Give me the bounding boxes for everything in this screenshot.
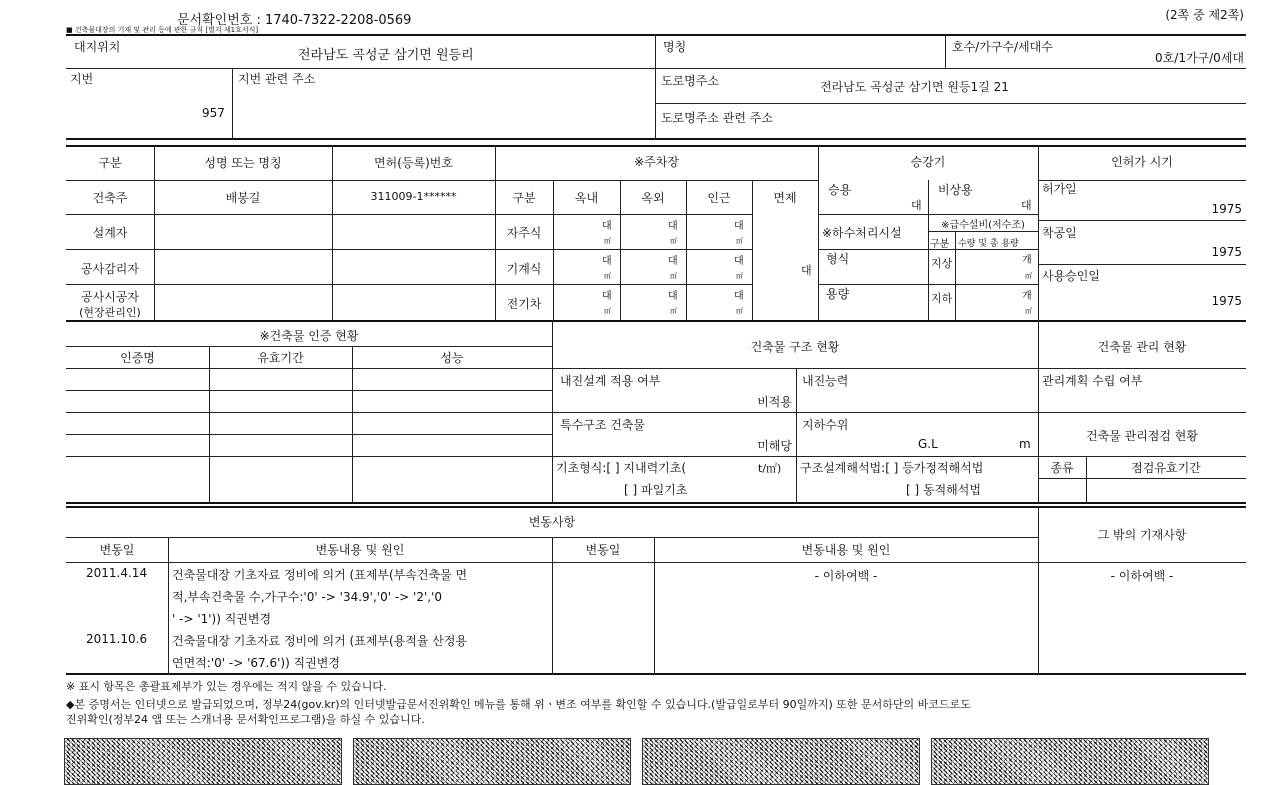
inspection-col-period: 점검유효기간: [1131, 461, 1201, 475]
change-text-line: 건축물대장 기초자료 정비에 의거 (표제부(부속건축물 면: [172, 568, 468, 582]
parking-unit-area: ㎡: [670, 307, 677, 315]
management-title: 건축물 관리 현황: [1097, 340, 1187, 354]
doc-number: 문서확인번호 : 1740-7322-2208-0569: [177, 13, 412, 28]
changes-col-date-2: 변동일: [585, 543, 621, 557]
barcode-image: [64, 738, 342, 785]
page-indicator: (2쪽 중 제2쪽): [1165, 8, 1244, 22]
water-unit-count: 개: [1022, 291, 1032, 302]
permit-date-label: 허가일: [1042, 182, 1077, 196]
designer-label: 설계자: [92, 226, 128, 240]
people-col-category: 구분: [98, 156, 122, 170]
foundation-type-line1: 기초형식:[ ] 지내력기초(: [556, 461, 687, 475]
owner-name: 배봉길: [225, 191, 261, 205]
water-above: 지상: [931, 257, 953, 270]
approval-date-label: 사용승인일: [1042, 269, 1100, 283]
parking-unit-count: 대: [602, 221, 612, 232]
start-date-label: 착공일: [1042, 226, 1077, 240]
barcode-image: [642, 738, 920, 785]
changes-col-content-2: 변동내용 및 원인: [801, 543, 891, 557]
permits-title: 인허가 시기: [1111, 155, 1173, 169]
parking-col-outdoor: 옥외: [641, 191, 665, 205]
changes-col-content: 변동내용 및 원인: [315, 543, 405, 557]
parking-unit-area: ㎡: [736, 307, 743, 315]
water-title: ※급수설비(저수조): [941, 220, 1025, 231]
inspection-col-type: 종류: [1050, 461, 1074, 475]
change-text-line: 적,부속건축물 수,가구수:'0' -> '34.9','0' -> '2','0: [172, 590, 443, 604]
people-col-license: 면허(등록)번호: [374, 156, 453, 170]
change-text-line: 건축물대장 기초자료 정비에 의거 (표제부(용적율 산정용: [172, 634, 468, 648]
groundwater-label: 지하수위: [802, 418, 849, 432]
contractor-label: 공사시공자: [81, 290, 139, 304]
people-col-name: 성명 또는 명칭: [204, 156, 282, 170]
cert-col-period: 유효기간: [257, 351, 304, 365]
changes-col-date: 변동일: [99, 543, 135, 557]
elevator-unit: 대: [911, 199, 922, 212]
sewage-type-label: 형식: [826, 252, 850, 266]
parking-title: ※주차장: [634, 155, 679, 169]
sewage-title: ※하수처리시설: [822, 226, 902, 240]
certification-title: ※건축물 인증 현황: [259, 329, 359, 343]
changes-blank-note: - 이하여백 -: [814, 569, 878, 583]
parking-unit-area: ㎡: [670, 272, 677, 280]
parking-col-indoor: 옥내: [574, 191, 599, 205]
road-label: 도로명주소: [661, 74, 719, 88]
units-value: 0호/1가구/0세대: [1155, 51, 1244, 65]
footer-note-3: 진위확인(정부24 앱 또는 스캐너용 문서확인프로그램)을 하실 수 있습니다.: [66, 713, 425, 726]
parking-unit-area: ㎡: [604, 237, 611, 245]
groundwater-unit: m: [1019, 437, 1031, 451]
parking-row-self: 자주식: [506, 226, 542, 240]
parking-unit-area: ㎡: [736, 272, 743, 280]
cert-col-performance: 성능: [440, 351, 464, 365]
parking-unit-count: 대: [668, 291, 678, 302]
parking-col-category: 구분: [512, 191, 536, 205]
analysis-method-line2: [ ] 동적해석법: [906, 483, 981, 497]
parking-unit-area: ㎡: [604, 272, 611, 280]
foundation-unit: t/㎡): [758, 462, 782, 475]
contractor-sub: (현장관리인): [79, 306, 141, 319]
parking-unit-area: ㎡: [604, 307, 611, 315]
parking-unit-area: ㎡: [670, 237, 677, 245]
change-date: 2011.10.6: [86, 632, 148, 646]
lot-label: 지번: [70, 72, 94, 86]
parking-col-exempt: 면제: [773, 191, 797, 205]
seismic-design-value: 비적용: [757, 395, 792, 409]
water-unit-count: 개: [1022, 255, 1032, 266]
special-structure-label: 특수구조 건축물: [560, 418, 645, 432]
changes-title: 변동사항: [528, 515, 576, 529]
parking-row-elec: 전기차: [506, 297, 542, 311]
change-date: 2011.4.14: [86, 566, 148, 580]
parking-row-mech: 기계식: [506, 262, 542, 276]
elevator-emergency: 비상용: [938, 183, 973, 197]
management-plan-label: 관리계획 수립 여부: [1042, 374, 1143, 388]
water-col-qty: 수량 및 총 용량: [958, 239, 1019, 249]
foundation-type-line2: [ ] 파일기초: [624, 483, 688, 497]
seismic-capacity-label: 내진능력: [802, 374, 849, 388]
owner-label: 건축주: [92, 191, 128, 205]
owner-license: 311009-1******: [370, 190, 457, 203]
special-structure-value: 미해당: [757, 439, 792, 453]
parking-unit-count: 대: [602, 291, 612, 302]
permit-date-value: 1975: [1211, 202, 1242, 216]
barcode-image: [353, 738, 631, 785]
supervisor-label: 공사감리자: [81, 262, 139, 276]
units-label: 호수/가구수/세대수: [952, 40, 1053, 54]
sewage-capacity-label: 용량: [826, 287, 850, 301]
footer-note-1: ※ 표시 항목은 총괄표제부가 있는 경우에는 적지 않을 수 있습니다.: [66, 680, 387, 693]
parking-unit-area: ㎡: [736, 237, 743, 245]
parking-unit-count: 대: [668, 221, 678, 232]
change-text-line: 연면적:'0' -> '67.6')) 직권변경: [172, 656, 340, 670]
barcode-image: [931, 738, 1209, 785]
road-related-label: 도로명주소 관련 주소: [661, 111, 773, 125]
parking-unit-count: 대: [602, 256, 612, 267]
seismic-design-label: 내진설계 적용 여부: [560, 374, 661, 388]
parking-exempt-unit: 대: [801, 264, 812, 277]
cert-col-name: 인증명: [120, 351, 155, 365]
road-value: 전라남도 곡성군 삼기면 원등1길 21: [820, 80, 1009, 94]
change-text-line: ' -> '1')) 직권변경: [172, 612, 272, 626]
parking-unit-count: 대: [734, 221, 744, 232]
water-unit-area: ㎥: [1025, 272, 1032, 280]
water-unit-area: ㎥: [1025, 307, 1032, 315]
elevator-passenger: 승용: [828, 183, 852, 197]
footer-note-2: ◆본 증명서는 인터넷으로 발급되었으며, 정부24(gov.kr)의 인터넷발급문서진위확인 메뉴를 통해 위ㆍ변조 여부를 확인할 수 있습니다.(발급일로부터 90일까지) 또한 문서하단의 바코드로도: [66, 698, 971, 711]
start-date-value: 1975: [1211, 245, 1242, 259]
parking-unit-count: 대: [734, 256, 744, 267]
parking-unit-count: 대: [668, 256, 678, 267]
approval-date-value: 1975: [1211, 294, 1242, 308]
other-title: 그 밖의 기재사항: [1097, 528, 1187, 542]
water-below: 지하: [931, 292, 953, 305]
inspection-title: 건축물 관리점검 현황: [1086, 429, 1198, 443]
elevator-title: 승강기: [910, 155, 946, 169]
parking-unit-count: 대: [734, 291, 744, 302]
groundwater-value: G.L: [918, 437, 938, 451]
location-label: 대지위치: [74, 40, 121, 54]
structure-title: 건축물 구조 현황: [750, 340, 840, 354]
location-value: 전라남도 곡성군 삼기면 원등리: [298, 48, 474, 63]
lot-related-label: 지번 관련 주소: [238, 72, 316, 86]
elevator-unit: 대: [1021, 199, 1032, 212]
other-blank-note: - 이하여백 -: [1110, 569, 1174, 583]
parking-col-nearby: 인근: [707, 191, 731, 205]
lot-value: 957: [202, 106, 225, 120]
analysis-method-line1: 구조설계해석법:[ ] 등가정적해석법: [800, 461, 984, 475]
name-label: 명칭: [663, 40, 687, 54]
water-col-category: 구분: [930, 239, 950, 250]
form-note: ■ 건축물대장의 기재 및 관리 등에 관한 규칙 [별지 제1호서식]: [66, 26, 259, 34]
